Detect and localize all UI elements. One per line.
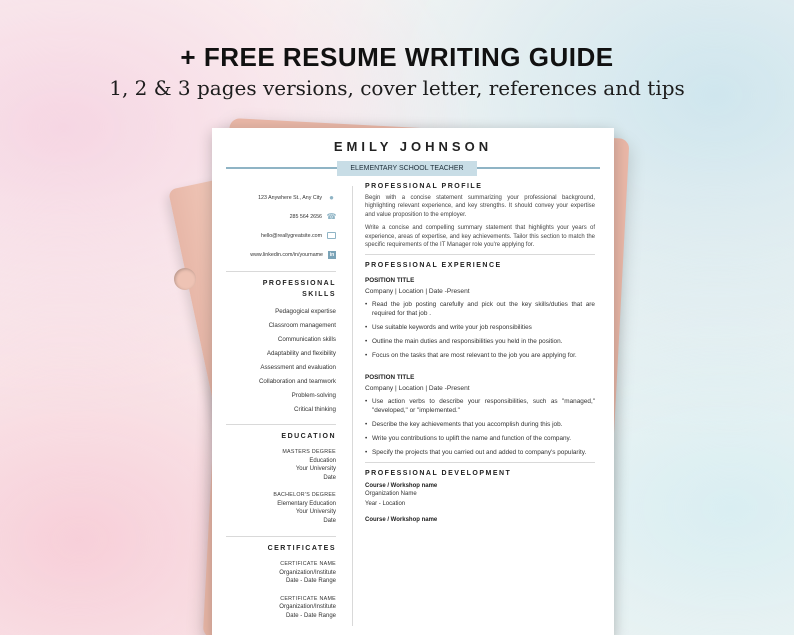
phone-text: 285 564 2656 xyxy=(289,213,322,220)
divider xyxy=(226,424,336,425)
profile-paragraph: Begin with a concise statement summarizing your professional background, highlighting relevant experience, and key strengths. It should convey your expertise and value proposition to the employer. xyxy=(365,195,595,218)
linkedin-icon: in xyxy=(329,251,335,258)
course-year: Year - Location xyxy=(365,501,406,508)
address-text: 123 Anywhere St., Any City xyxy=(258,194,322,201)
certificate-org: Organization/Institute xyxy=(279,604,336,610)
course-name: Course / Workshop name xyxy=(365,483,438,490)
bullet-item: • Read the job posting carefully and pick out the key skills/duties that are required for that job . xyxy=(365,300,595,318)
degree-date: Date xyxy=(323,474,336,481)
degree-field: Elementary Education xyxy=(277,500,336,507)
education-entry xyxy=(226,491,336,525)
skill-item: Pedagogical expertise xyxy=(275,308,336,315)
skill-item: Communication skills xyxy=(277,336,336,343)
certificate-org: Organization/Institute xyxy=(279,569,336,576)
education-entry xyxy=(226,448,336,482)
location-pin-icon: ● xyxy=(329,193,334,202)
contact-linkedin xyxy=(226,245,336,264)
skills-heading-line2: SKILLS xyxy=(302,291,336,298)
divider xyxy=(226,536,336,537)
certificate-name: CERTIFICATE NAME xyxy=(280,595,336,602)
position-title: POSITION TITLE xyxy=(365,374,415,382)
position-title: POSITION TITLE xyxy=(365,277,415,285)
course-name: Course / Workshop name xyxy=(365,517,438,524)
email-text: hello@reallygreatsite.com xyxy=(260,232,322,239)
skill-item: Critical thinking xyxy=(294,406,336,413)
resume-page xyxy=(212,128,614,635)
skill-item: Problem-solving xyxy=(291,392,336,399)
binder-ring xyxy=(174,268,196,290)
skill-item: Classroom management xyxy=(268,322,336,329)
left-column xyxy=(226,188,336,620)
contact-address xyxy=(226,188,336,207)
degree-name: MASTERS DEGREE xyxy=(282,449,336,455)
banner-title: + FREE RESUME WRITING GUIDE xyxy=(180,42,614,72)
email-icon xyxy=(327,232,336,239)
profile-paragraph: Write a concise and compelling summary statement that highlights your years of experience, areas of expertise, and key achievements. Tailor this section to match the specific requirements of the IT Manager role you're applying for. xyxy=(365,225,595,249)
resume-role: ELEMENTARY SCHOOL TEACHER xyxy=(337,161,477,176)
contact-email xyxy=(226,226,336,245)
divider xyxy=(365,462,595,463)
degree-name: BACHELOR'S DEGREE xyxy=(273,492,336,498)
certificate-name: CERTIFICATE NAME xyxy=(280,561,336,567)
bullet-item: • Use suitable keywords and write your job responsibilities xyxy=(365,323,595,332)
certificate-range: Date - Date Range xyxy=(285,578,336,584)
position-bullets xyxy=(365,300,595,360)
banner-subtitle: 1, 2 & 3 pages versions, cover letter, references and tips xyxy=(109,76,685,100)
certificate-entry xyxy=(226,595,336,621)
linkedin-text: www.linkedin.com/in/yourname xyxy=(250,251,323,258)
certificate-entry xyxy=(226,560,336,586)
bullet-item: • Focus on the tasks that are most relevant to the job you are applying for. xyxy=(365,351,595,360)
phone-icon: ☎ xyxy=(326,212,337,221)
divider xyxy=(365,254,595,255)
right-column xyxy=(365,183,595,523)
skill-item: Adaptability and flexibility xyxy=(266,350,336,357)
certificate-range: Date - Date Range xyxy=(285,612,336,619)
bullet-item: • Outline the main duties and responsibilities you held in the position. xyxy=(365,337,595,346)
skill-item: Assessment and evaluation xyxy=(260,364,336,371)
degree-school: Your University xyxy=(295,466,336,472)
certificates-heading: CERTIFICATES xyxy=(267,545,336,552)
development-heading: PROFESSIONAL DEVELOPMENT xyxy=(365,470,512,478)
divider xyxy=(226,271,336,272)
bullet-item: • Specify the projects that you carried out and added to company's popularity. xyxy=(365,448,595,457)
skill-item: Collaboration and teamwork xyxy=(258,378,336,385)
bullet-item: • Describe the key achievements that you accomplish during this job. xyxy=(365,420,595,429)
bullet-item: • Write you contributions to uplift the name and function of the company. xyxy=(365,434,595,443)
position-meta: Company | Location | Date -Present xyxy=(365,288,470,296)
skills-heading-line1: PROFESSIONAL xyxy=(262,280,336,287)
experience-heading: PROFESSIONAL EXPERIENCE xyxy=(365,262,502,270)
degree-school: Your University xyxy=(295,509,336,515)
degree-date: Date xyxy=(323,517,336,524)
course-org: Organization Name xyxy=(365,491,417,498)
contact-phone xyxy=(226,207,336,226)
column-divider xyxy=(352,186,353,626)
position-bullets xyxy=(365,397,595,457)
resume-name: EMILY JOHNSON xyxy=(333,139,493,154)
profile-heading: PROFESSIONAL PROFILE xyxy=(365,183,483,190)
bullet-item: • Use action verbs to describe your responsibilities, such as "managed," "developed," or "implemented." xyxy=(365,397,595,415)
education-heading: EDUCATION xyxy=(281,433,336,440)
degree-field: Education xyxy=(309,457,336,464)
position-meta: Company | Location | Date -Present xyxy=(365,385,470,393)
